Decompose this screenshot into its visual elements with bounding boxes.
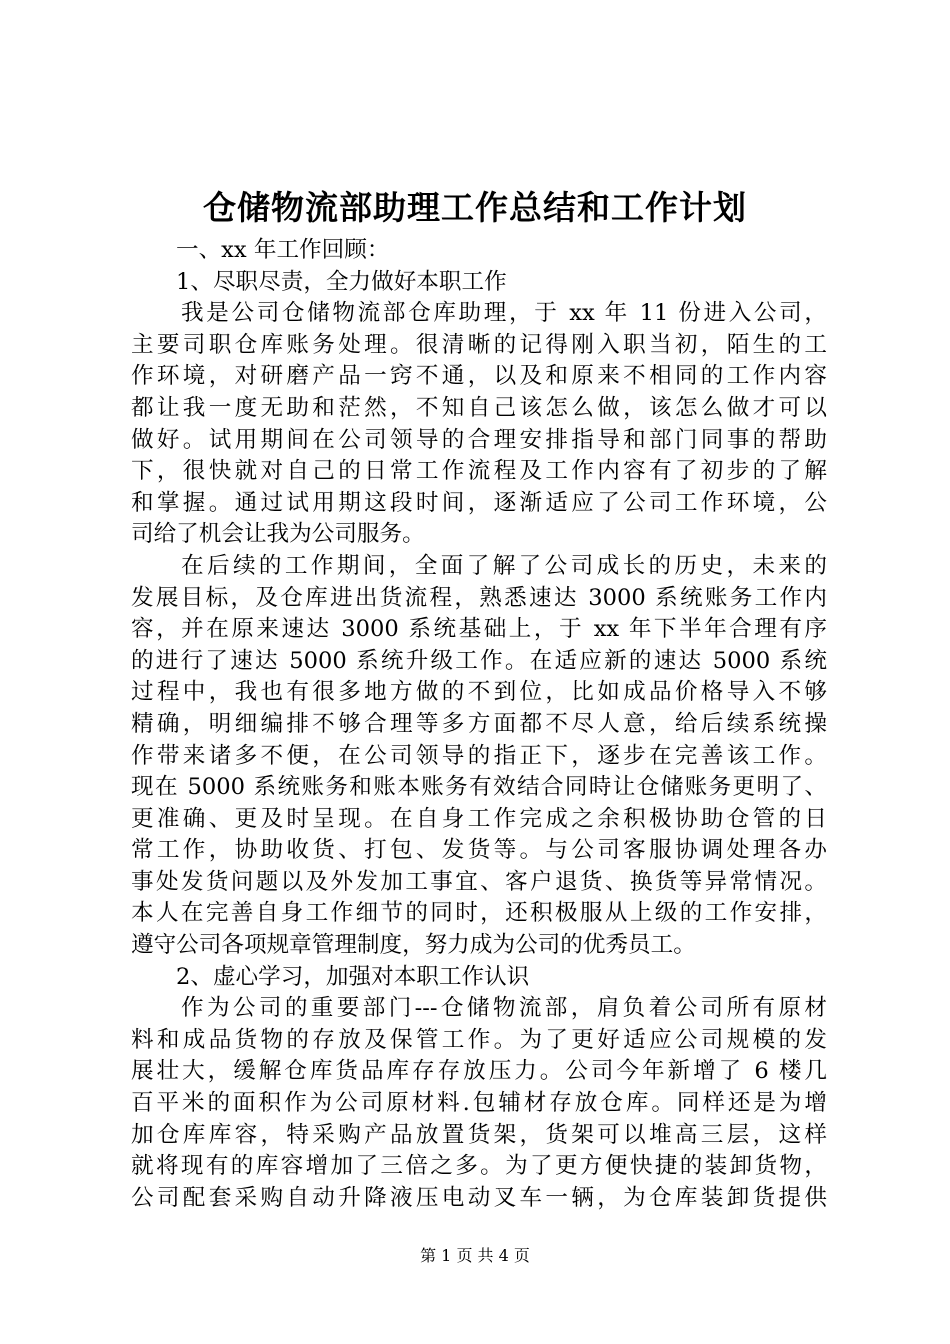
text-line: 主要司职仓库账务处理。很清晰的记得刚入职当初，陌生的工 (131, 331, 827, 358)
text-line: 加仓库库容，特采购产品放置货架，货架可以堆高三层，这样 (131, 1121, 827, 1148)
text-line: 作为公司的重要部门---仓储物流部，肩负着公司所有原材 (181, 995, 827, 1022)
text-line: 就将现有的库容增加了三倍之多。为了更方便快捷的装卸货物， (131, 1153, 827, 1180)
text-line: 和掌握。通过试用期这段时间，逐渐适应了公司工作环境，公 (131, 489, 827, 516)
text-line: 百平米的面积作为公司原材料.包辅材存放仓库。同样还是为增 (131, 1090, 827, 1117)
text-line: 在后续的工作期间，全面了解了公司成长的历史，未来的 (181, 552, 827, 579)
text-line: 过程中，我也有很多地方做的不到位，比如成品价格导入不够 (131, 679, 827, 706)
text-line: 本人在完善自身工作细节的同时，还积极服从上级的工作安排， (131, 900, 827, 927)
text-line: 精确，明细编排不够合理等多方面都不尽人意，给后续系统操 (131, 710, 827, 737)
text-line: 作带来诸多不便，在公司领导的指正下，逐步在完善该工作。 (131, 742, 827, 769)
text-line: 的进行了速达 5000 系统升级工作。在适应新的速达 5000 系统 (131, 647, 827, 674)
text-line: 公司配套采购自动升降液压电动叉车一辆，为仓库装卸货提供 (131, 1184, 827, 1211)
text-line: 事处发货问题以及外发加工事宜、客户退货、换货等异常情况。 (131, 868, 827, 895)
section-heading: 2、虚心学习，加强对本职工作认识 (176, 963, 530, 990)
page-footer: 第 1 页 共 4 页 (420, 1246, 530, 1265)
section-heading: 1、尽职尽责，全力做好本职工作 (176, 268, 507, 295)
section-heading: 一、xx 年工作回顾： (176, 237, 390, 263)
text-line: 司给了机会让我为公司服务。 (131, 521, 425, 548)
text-line: 发展目标，及仓库进出货流程，熟悉速达 3000 系统账务工作内 (131, 584, 827, 611)
text-line: 我是公司仓储物流部仓库助理，于 xx 年 11 份进入公司， (181, 300, 827, 327)
text-line: 现在 5000 系统账务和账本账务有效结合同時让仓储账务更明了、 (131, 774, 827, 801)
text-line: 容，并在原来速达 3000 系统基础上，于 xx 年下半年合理有序 (131, 616, 827, 643)
text-line: 常工作，协助收货、打包、发货等。与公司客服协调处理各办 (131, 837, 827, 864)
text-line: 下，很快就对自己的日常工作流程及工作内容有了初步的了解 (131, 458, 827, 485)
document-title: 仓储物流部助理工作总结和工作计划 (203, 188, 747, 227)
text-line: 作环境，对研磨产品一窍不通，以及和原来不相同的工作内容 (131, 363, 827, 390)
document-body (131, 235, 827, 1214)
text-line: 遵守公司各项规章管理制度，努力成为公司的优秀员工。 (131, 932, 696, 959)
text-line: 更准确、更及时呈现。在自身工作完成之余积极协助仓管的日 (131, 805, 827, 832)
text-line: 展壮大，缓解仓库货品库存存放压力。公司今年新增了 6 楼几 (131, 1058, 827, 1085)
text-line: 做好。试用期间在公司领导的合理安排指导和部门同事的帮助 (131, 426, 827, 453)
text-line: 料和成品货物的存放及保管工作。为了更好适应公司规模的发 (131, 1026, 827, 1053)
text-line: 都让我一度无助和茫然，不知自己该怎么做，该怎么做才可以 (131, 394, 827, 421)
